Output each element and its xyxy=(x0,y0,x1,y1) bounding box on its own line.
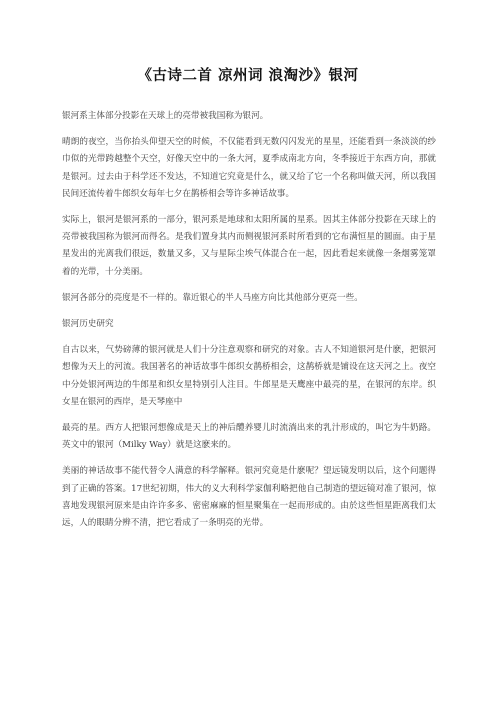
section-heading: 银河历史研究 xyxy=(62,319,114,330)
paragraph-brightness: 银河各部分的亮度是不一样的。靠近银心的半人马座方向比其他部分更亮一些。 xyxy=(62,292,363,303)
paragraph-intro: 银河系主体部分投影在天球上的亮带被我国称为银河。 xyxy=(62,111,269,121)
paragraph-night-sky: 晴朗的夜空，当你抬头仰望天空的时候，不仅能看到无数闪闪发光的星星，还能看到一条淡淡的纱巾似的光带跨越整个天空，好像天空中的一条大河，夏季成南北方向，冬季接近于东西方向，那就是银河。过去由于科学还不发达，不知道它究竟是什么，就又给了它一个名称叫做天河，所以我国民间还流传着牛郎织女每年七夕在鹊桥相会等许多神话故事。 xyxy=(62,137,436,199)
document-title: 《古诗二首 凉州词 浪淘沙》银河 xyxy=(137,68,359,84)
paragraph-telescope: 美丽的神话故事不能代替令人满意的科学解释。银河究竟是什麽呢？望远镜发明以后，这个问题得到了正确的答案。17世纪初期，伟大的义大利科学家伽利略把他自己制造的望远镜对准了银河，惊喜地发现银河原来是由许许多多、密密麻麻的恒星聚集在一起而形成的。由於这些恒星距离我们太远，人的眼睛分辨不清，把它看成了一条明亮的光带。 xyxy=(62,466,436,529)
document-body xyxy=(62,108,436,541)
paragraph-milky-way-galaxy: 实际上，银河是银河系的一部分，银河系是地球和太阳所属的星系。因其主体部分投影在天球上的亮带被我国称为银河而得名。是我们置身其内而侧视银河系时所看到的它布满恒星的圆面。由于星星发出的光离我们很远，数量又多，又与星际尘埃气体混合在一起，因此看起来就像一条烟雾笼罩着的光带，十分美丽。 xyxy=(62,215,436,277)
paragraph-milky-way-name: 最亮的星。西方人把银河想像成是天上的神后醴养婴儿时流淌出来的乳汁形成的，叫它为牛奶路。英文中的银河（Milky Way）就是这麽来的。 xyxy=(62,423,436,451)
paragraph-history: 自古以来，气势磅薄的银河就是人们十分注意观察和研究的对象。古人不知道银河是什麽，把银河想像为天上的河流。我国著名的神话故事牛郎织女鹊桥相会，这鹊桥就是铺设在这天河之上。夜空中分处银河两边的牛郎星和织女星特别引人注目。牛郎星是天鹰座中最亮的星，在银河的东岸。织女星在银河的西岸，是天琴座中 xyxy=(62,345,436,407)
